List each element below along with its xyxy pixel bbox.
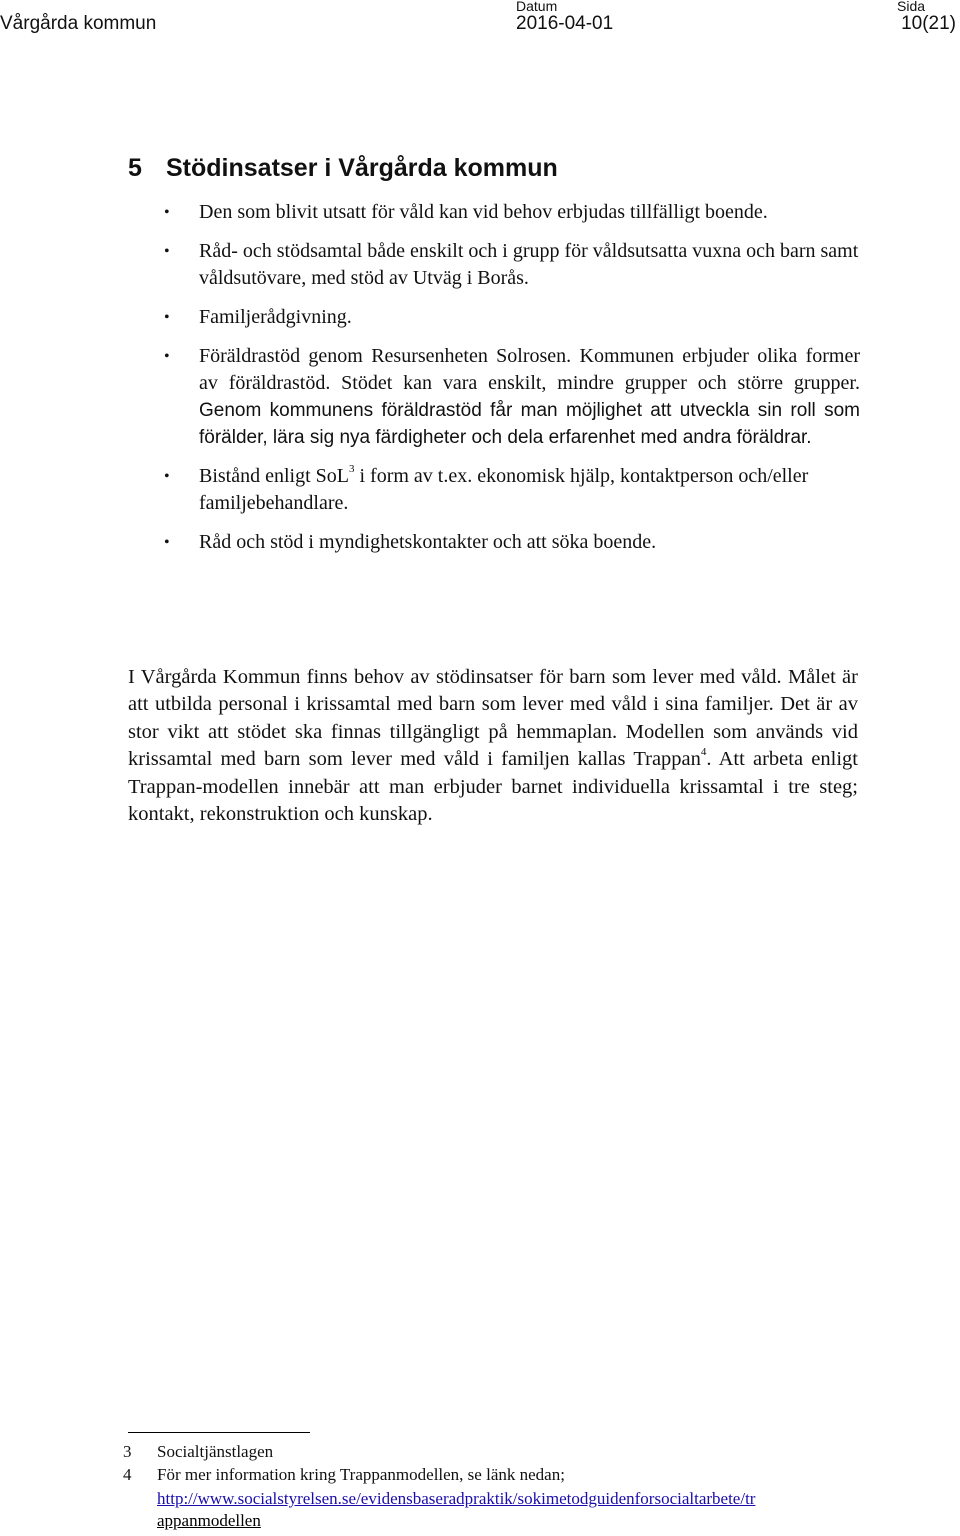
bullet-icon: •: [164, 348, 170, 365]
bullet-icon: •: [164, 243, 170, 260]
header-page-number: 10(21): [901, 13, 956, 34]
support-measures-list: [128, 199, 860, 568]
bullet-icon: •: [164, 534, 170, 551]
footnote-4: [123, 1464, 565, 1486]
header-date-label: Datum: [516, 0, 558, 14]
footnote-link[interactable]: http://www.socialstyrelsen.se/evidensbaseradpraktik/sokimetodguidenforsocialtarbete/tr: [157, 1489, 756, 1508]
paragraph-text: I Vårgårda Kommun finns behov av stödinsatser för barn som lever med våld. Målet är att utbilda personal i krissamtal med barn som lever med våld i sina familjer. Det är av stor vikt att stödet ska finnas tillgängligt på hemmaplan. Modellen som används vid krissamtal med barn som lever med våld i familjen kallas Trappan: [128, 666, 858, 771]
bullet-icon: •: [164, 204, 170, 221]
list-item: [128, 238, 860, 292]
footnote-link-continued[interactable]: appanmodellen: [157, 1511, 261, 1530]
header-page-label: Sida: [897, 0, 926, 14]
list-item: [128, 304, 860, 331]
footnote-ref-3: 3: [349, 463, 355, 476]
list-item: [128, 463, 860, 517]
section-number: 5: [128, 154, 142, 182]
bullet-icon: •: [164, 309, 170, 326]
footnote-divider: [128, 1432, 310, 1433]
list-item: [128, 199, 860, 226]
list-item-text: [199, 343, 860, 451]
list-item-text: Familjerådgivning.: [199, 306, 352, 328]
footnote-text: Socialtjänstlagen: [157, 1442, 274, 1461]
footnote-number: 3: [123, 1442, 132, 1461]
header-date: 2016-04-01: [516, 13, 614, 34]
footnote-number: 4: [123, 1465, 132, 1484]
body-paragraph: [128, 664, 858, 828]
list-item-text-part: i form av t.ex. ekonomisk hjälp, kontaktperson och/eller familjebehandlare.: [199, 465, 809, 514]
footnote-ref-4: 4: [700, 746, 707, 759]
footnote-text: För mer information kring Trappanmodellen, se länk nedan;: [157, 1465, 565, 1484]
section-heading: [128, 154, 558, 183]
bullet-icon: •: [164, 468, 170, 485]
list-item: [128, 343, 860, 451]
list-item-text: [199, 463, 860, 517]
list-item-text: Den som blivit utsatt för våld kan vid behov erbjudas tillfälligt boende.: [199, 201, 768, 223]
section-title: Stödinsatser i Vårgårda kommun: [166, 154, 558, 182]
list-item-text-part: Föräldrastöd genom Resursenheten Solrosen. Kommunen erbjuder olika former av föräldrastöd. Stödet kan vara enskilt, mindre grupper och större grupper.: [199, 345, 860, 394]
paragraph-text: . Att arbeta enligt Trappan-modellen innebär att man erbjuder barnet individuella krissamtal i tre steg; kontakt, rekonstruktion och kunskap.: [128, 748, 858, 826]
list-item-text-part: Genom kommunens föräldrastöd får man möjlighet att utveckla sin roll som förälder, lära sig nya färdigheter och dela erfarenhet med andra föräldrar.: [199, 400, 860, 448]
footnote-3: [123, 1441, 273, 1463]
list-item: [128, 529, 860, 556]
header-organization: Vårgårda kommun: [0, 13, 157, 34]
list-item-text: Råd och stöd i myndighetskontakter och att söka boende.: [199, 531, 657, 553]
list-item-text-part: Bistånd enligt SoL: [199, 465, 349, 487]
list-item-text: Råd- och stödsamtal både enskilt och i grupp för våldsutsatta vuxna och barn samt våldsutövare, med stöd av Utväg i Borås.: [199, 240, 859, 289]
